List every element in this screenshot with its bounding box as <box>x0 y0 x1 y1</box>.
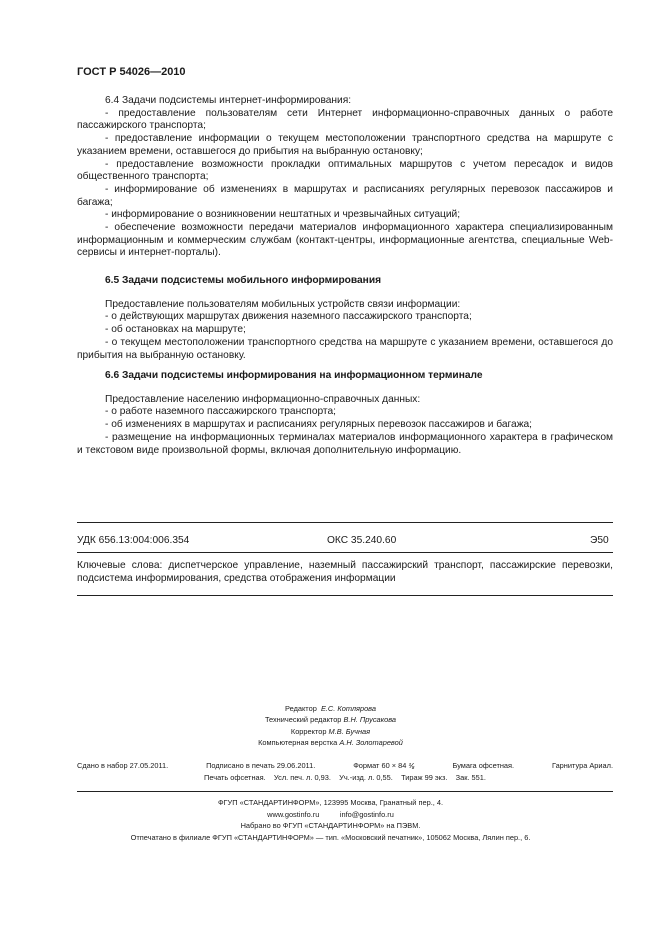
typeface: Гарнитура Ариал. <box>551 761 613 770</box>
section-6-4 <box>77 95 613 260</box>
section-intro: Предоставление населению информационно-справочных данных: <box>105 393 421 405</box>
press-info <box>0 797 661 843</box>
printed-note: Отпечатано в филиале ФГУП «СТАНДАРТИНФОРМ» — тип. «Московский печатник», 105062 Москва, Лялин пер., 6. <box>130 832 531 842</box>
list-item: - о текущем местоположении транспортного средства на маршруте с указанием времени, оставшегося до прибытия на выбранную остановку. <box>77 336 613 361</box>
list-item: - предоставление возможности прокладки оптимальных маршрутов с учетом пересадок и видов общественного транспорта; <box>77 158 613 183</box>
set-date: Сдано в набор 27.05.2011. <box>77 761 169 770</box>
staff-layout: Компьютерная верстка А.Н. Золотаревой <box>258 738 403 748</box>
staff-credits <box>0 703 661 749</box>
list-item: - обеспечение возможности передачи материалов информационного характера специализированным информационным и коммерческим службам (контакт-центры, информационные агентства, специальные Web-сервисы и интернет-порталы). <box>77 222 613 259</box>
staff-editor: Редактор Е.С. Котлярова <box>285 704 376 713</box>
paper: Бумага офсетная. <box>452 761 515 770</box>
oks-code: ОКС 35.240.60 <box>327 535 397 546</box>
print-run: Тираж 99 экз. <box>401 773 448 782</box>
section-6-6 <box>77 370 613 457</box>
section-intro: Предоставление пользователям мобильных устройств связи информации: <box>105 298 461 310</box>
publisher-address: ФГУП «СТАНДАРТИНФОРМ», 123995 Москва, Гранатный пер., 4. <box>217 798 444 807</box>
section-title: 6.6 Задачи подсистемы информирования на информационном терминале <box>105 370 483 381</box>
list-item: - о действующих маршрутах движения наземного пассажирского транспорта; <box>105 311 472 323</box>
list-item: - предоставление пользователям сети Интернет информационно-справочных данных о работе пассажирского транспорта; <box>77 107 613 132</box>
sign-date: Подписано в печать 29.06.2011. <box>206 761 316 770</box>
list-item: - об изменениях в маршрутах и расписаниях регулярных перевозок пассажиров и багажа; <box>105 419 533 431</box>
print-type: Печать офсетная. <box>204 773 266 782</box>
publication-row-2 <box>77 772 613 784</box>
order-number: Зак. 551. <box>455 773 486 782</box>
edit-sheets: Уч.-изд. л. 0,55. <box>339 773 393 782</box>
keywords: Ключевые слова: диспетчерское управление, наземный пассажирский транспорт, пассажирские перевозки, подсистема информирования, средства отображения информации <box>77 560 613 584</box>
staff-tech-editor: Технический редактор В.Н. Прусакова <box>264 715 397 725</box>
publication-row-1 <box>77 760 613 772</box>
udk-code: УДК 656.13:004:006.354 <box>77 535 190 546</box>
typeset-note: Набрано во ФГУП «СТАНДАРТИНФОРМ» на ПЭВМ. <box>240 821 421 831</box>
list-item: - об остановках на маршруте; <box>105 324 246 336</box>
list-item: - предоставление информации о текущем местоположении транспортного средства на маршруте с указанием времени, оставшегося до прибытия на выбранную остановку; <box>77 133 613 157</box>
publication-details <box>77 760 613 784</box>
divider-middle <box>77 552 613 553</box>
section-6-5 <box>77 275 613 362</box>
section-title: 6.4 Задачи подсистемы интернет-информирования: <box>105 95 352 106</box>
printed-sheets: Усл. печ. л. 0,93. <box>273 773 331 782</box>
staff-corrector: Корректор М.В. Бучная <box>290 726 371 736</box>
divider-top <box>77 522 613 523</box>
publisher-web: www.gostinfo.ru info@gostinfo.ru <box>267 809 394 819</box>
format: Формат 60 × 84 ⅛ <box>353 761 415 770</box>
classifier-code: Э50 <box>590 535 609 546</box>
divider-bottom <box>77 595 613 596</box>
section-title: 6.5 Задачи подсистемы мобильного информирования <box>105 275 382 286</box>
list-item: - размещение на информационных терминалах материалов информационного характера в графическом и текстовом виде произвольной формы, включая дополнительную информацию. <box>77 431 613 456</box>
list-item: - информирование о возникновении нештатных и чрезвычайных ситуаций; <box>105 209 461 221</box>
list-item: - о работе наземного пассажирского транспорта; <box>105 406 336 418</box>
divider-press <box>77 791 613 792</box>
standard-header: ГОСТ Р 54026—2010 <box>77 66 186 78</box>
list-item: - информирование об изменениях в маршрутах и расписаниях регулярных перевозок пассажиров и багажа; <box>77 183 613 208</box>
